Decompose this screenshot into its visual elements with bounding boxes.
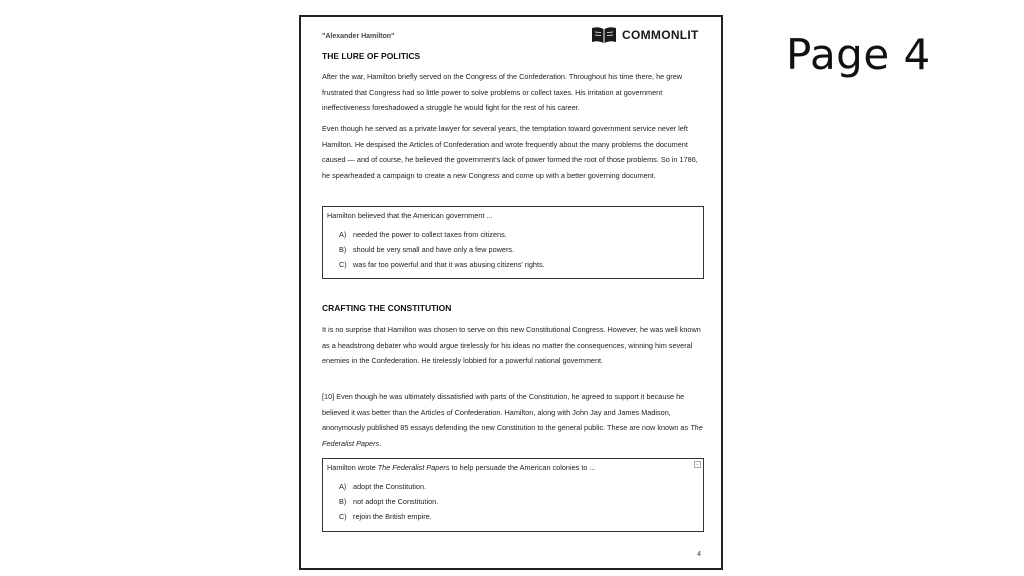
option-letter: C) (339, 512, 347, 521)
question-box-1 (322, 206, 704, 279)
paragraph-end: . (379, 438, 382, 448)
answer-option-c[interactable] (339, 260, 545, 269)
paragraph-text (322, 389, 706, 451)
paragraph-text: Even though he served as a private lawyer for several years, the temptation toward government service never left Hamilton. He despised the Articles of Confederation and wrote frequently about the many problems the document caused — and of course, he believed the government's lack of power formed the root of those problems. So in 1786, he spearheaded a campaign to create a new Congress and come up with a better governing document. (322, 124, 698, 180)
option-text: rejoin the British empire. (353, 512, 432, 521)
stem-pre: Hamilton wrote (327, 463, 378, 472)
slide-title: Page 4 (786, 30, 931, 79)
question-box-2 (322, 458, 704, 532)
paragraph-text: After the war, Hamilton briefly served on the Congress of the Confederation. Throughout his time there, he grew frustrated that Congress had so little power to solve problems or collect taxes. His irritation at government ineffectiveness foreshadowed a struggle he would fight for the rest of his career. (322, 72, 683, 113)
answer-option-a[interactable] (339, 230, 507, 239)
answer-option-c[interactable] (339, 512, 432, 521)
option-letter: A) (339, 482, 347, 491)
answer-option-b[interactable] (339, 245, 514, 254)
option-letter: B) (339, 245, 347, 254)
option-letter: C) (339, 260, 347, 269)
stem-italic: The Federalist Papers (377, 463, 450, 472)
document-page (299, 15, 723, 570)
answer-option-b[interactable] (339, 497, 438, 506)
open-book-icon (591, 26, 617, 44)
section-heading-crafting-the-constitution: CRAFTING THE CONSTITUTION (322, 303, 452, 313)
option-letter: B) (339, 497, 347, 506)
option-text: should be very small and have only a few powers. (353, 245, 515, 254)
page-number: 4 (697, 551, 701, 558)
paragraph (322, 69, 706, 116)
option-text: adopt the Constitution. (353, 482, 427, 491)
paragraph-text: It is no surprise that Hamilton was chosen to serve on this new Constitutional Congress. However, he was well known as a headstrong debater who would argue tirelessly for his ideas no matter the consequences, winning him several enemies in the Confederation. He tirelessly lobbied for a powerful national government. (322, 325, 701, 366)
option-text: needed the power to collect taxes from citizens. (353, 230, 507, 239)
commonlit-logo (591, 25, 699, 45)
federalist-papers-italic: The Federalist Papers (322, 423, 703, 448)
expand-icon[interactable]: ⌄ (695, 461, 700, 467)
section-heading-lure-of-politics: THE LURE OF POLITICS (322, 51, 421, 61)
logo-text: COMMONLIT (622, 28, 699, 42)
answer-option-a[interactable] (339, 482, 426, 491)
option-text: not adopt the Constitution. (353, 497, 439, 506)
paragraph (322, 121, 706, 183)
document-header-title: "Alexander Hamilton" (322, 33, 395, 40)
question-stem (327, 463, 596, 472)
option-text: was far too powerful and that it was abusing citizens' rights. (353, 260, 545, 269)
paragraph-text-main: [10] Even though he was ultimately dissatisfied with parts of the Constitution, he agreed to support it because he believed it was better than the Articles of Confederation. Hamilton, along with John Jay and James Madison, anonymously published 85 essays defending the new Constitution to the general public. These are now known as (322, 392, 691, 433)
question-stem: Hamilton believed that the American government ... (327, 211, 493, 220)
paragraph (322, 322, 706, 369)
stem-post: to help persuade the American colonies to ... (449, 463, 596, 472)
option-letter: A) (339, 230, 347, 239)
paragraph (322, 389, 706, 451)
